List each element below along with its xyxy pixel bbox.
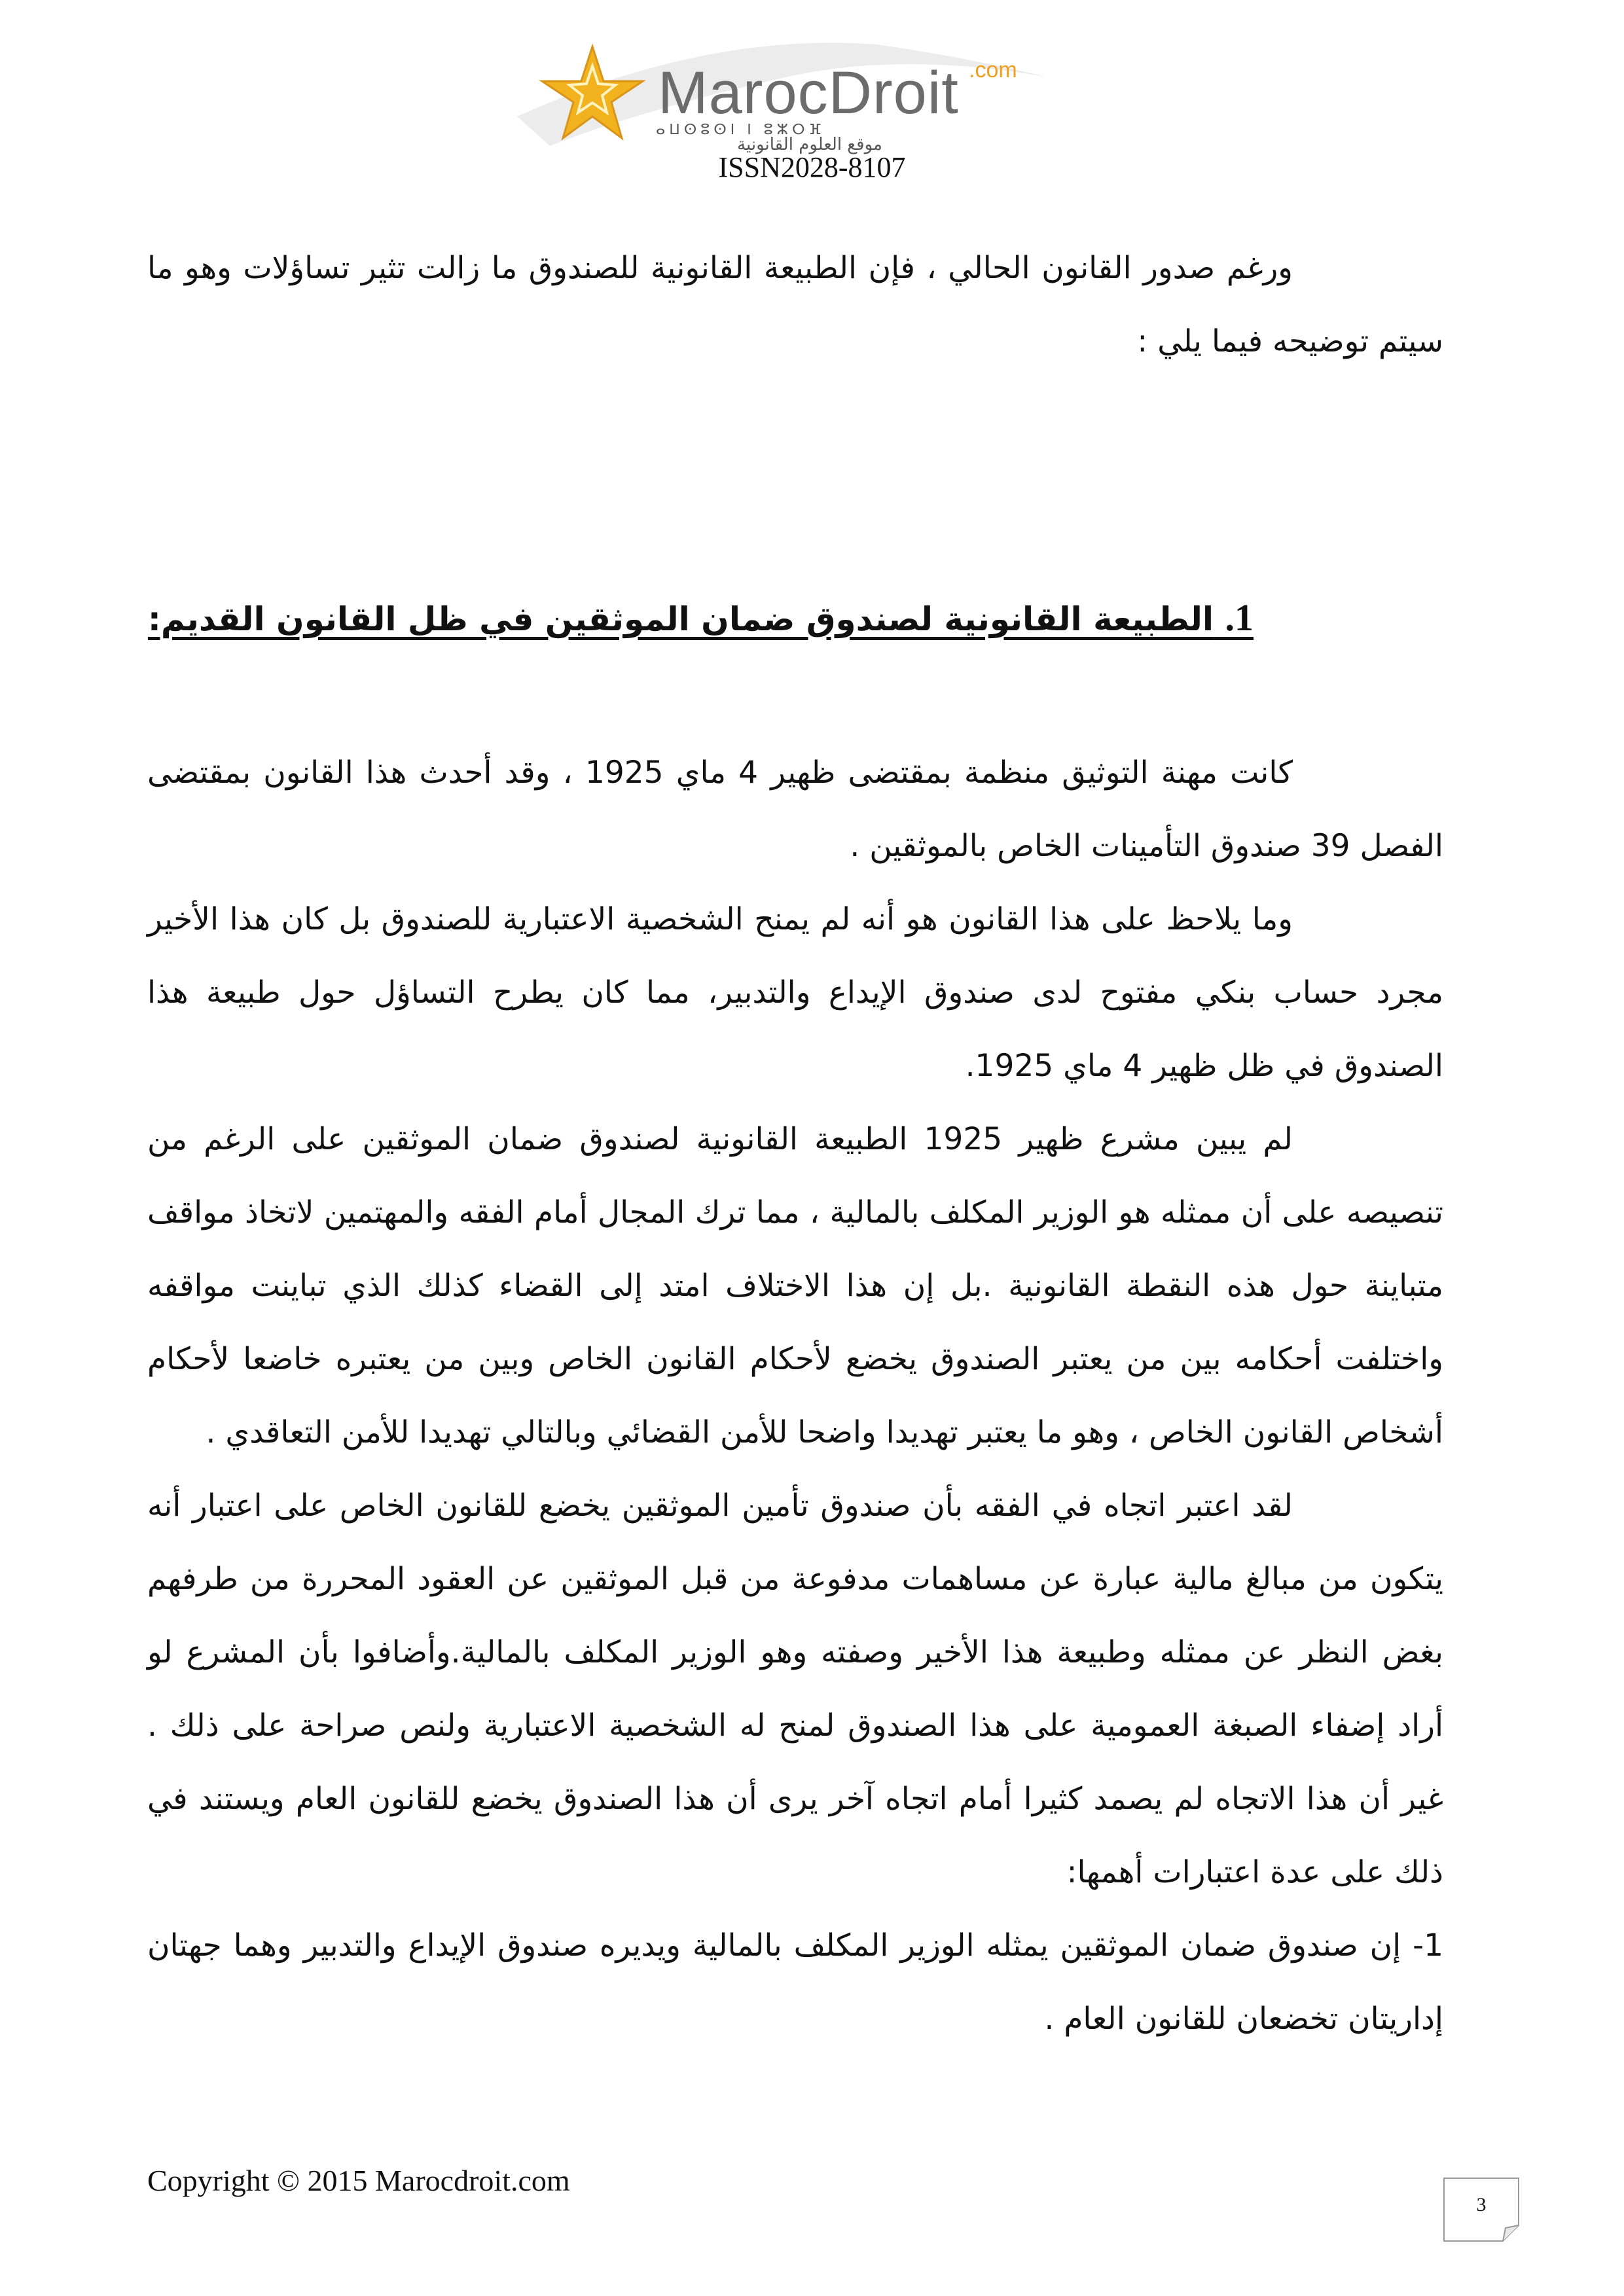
site-logo[interactable] (511, 38, 1074, 154)
intro-block (147, 232, 1443, 378)
copyright: Copyright © 2015 Marocdroit.com (147, 2164, 570, 2197)
star-icon (530, 43, 648, 141)
section-title: الطبيعة القانونية لصندوق ضمان الموثقين في ظل القانون القديم: (147, 600, 1214, 638)
logo-arabic-tagline: موقع العلوم القانونية (737, 135, 882, 154)
page-number: 3 (1476, 2194, 1487, 2215)
page-number-box (1443, 2177, 1520, 2242)
section-number: 1. (1225, 596, 1254, 639)
body-paragraphs (147, 736, 1443, 2056)
section-heading (147, 596, 1443, 639)
issn: ISSN2028-8107 (718, 151, 906, 183)
paragraph: كانت مهنة التوثيق منظمة بمقتضى ظهير 4 ماي 1925 ، وقد أحدث هذا القانون بمقتضى الفصل 39 صندوق التأمينات الخاص بالموثقين . (147, 755, 1443, 864)
paragraph: لم يبين مشرع ظهير 1925 الطبيعة القانونية لصندوق ضمان الموثقين على الرغم من تنصيصه على أن ممثله هو الوزير المكلف بالمالية ، مما ترك المجال أمام الفقه والمهتمين لاتخاذ مواقف متباينة حول هذه النقطة القانونية .بل إن هذا الاختلاف امتد إلى القضاء كذلك الذي تباينت مواقفه واختلفت أحكامه بين من يعتبر الصندوق يخضع لأحكام القانون الخاص وبين من يعتبره خاضعا لأحكام أشخاص القانون الخاص ، وهو ما يعتبر تهديدا واضحا للأمن القضائي وبالتالي تهديدا للأمن التعاقدي . (147, 1121, 1443, 1450)
intro-paragraph: ورغم صدور القانون الحالي ، فإن الطبيعة القانونية للصندوق ما زالت تثير تساؤلات وهو ما سيتم توضيحه فيما يلي : (147, 250, 1443, 359)
logo-name: MarocDroit (658, 60, 959, 126)
list-item: 1- إن صندوق ضمان الموثقين يمثله الوزير المكلف بالمالية ويديره صندوق الإيداع والتدبير وهما جهتان إداريتان تخضعان للقانون العام . (147, 1928, 1443, 2037)
logo-suffix: .com (969, 58, 1017, 82)
logo-tifinagh: ⴰⵡⵙⵓⵙⵏ ⵏ ⵓⵣⵔⴼ (656, 122, 825, 138)
paragraph: لقد اعتبر اتجاه في الفقه بأن صندوق تأمين الموثقين يخضع للقانون الخاص على اعتبار أنه يتكون من مبالغ مالية عبارة عن مساهمات مدفوعة من قبل الموثقين عن العقود المحررة من طرفهم بغض النظر عن ممثله وطبيعة هذا الأخير وصفته وهو الوزير المكلف بالمالية.وأضافوا بأن المشرع لو أراد إضفاء الصبغة العمومية على هذا الصندوق لمنح له الشخصية الاعتبارية ولنص صراحة على ذلك . غير أن هذا الاتجاه لم يصمد كثيرا أمام اتجاه آخر يرى أن هذا الصندوق يخضع للقانون العام ويستند في ذلك على عدة اعتبارات أهمها: (147, 1488, 1443, 1890)
paragraph: وما يلاحظ على هذا القانون هو أنه لم يمنح الشخصية الاعتبارية للصندوق بل كان هذا الأخير مجرد حساب بنكي مفتوح لدى صندوق الإيداع والتدبير، مما كان يطرح التساؤل حول طبيعة هذا الصندوق في ظل ظهير 4 ماي 1925. (147, 901, 1443, 1084)
